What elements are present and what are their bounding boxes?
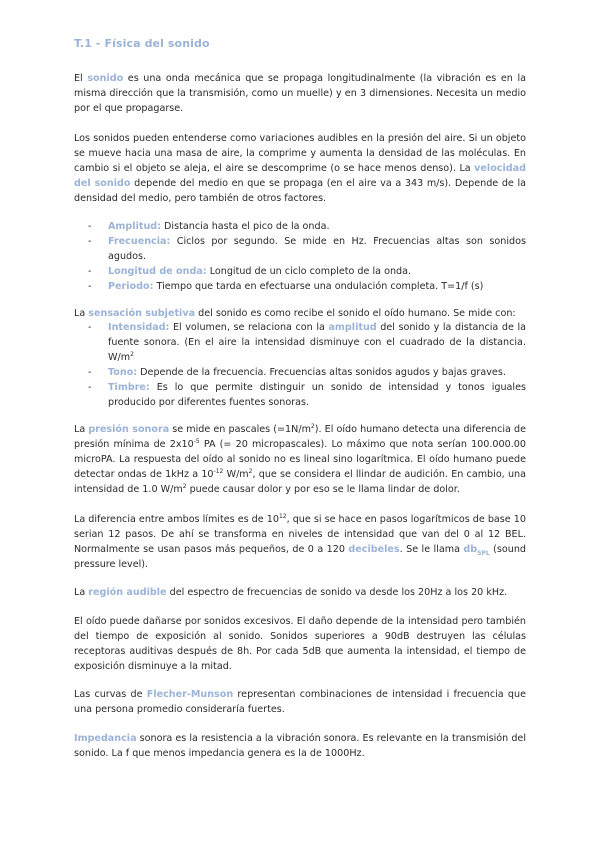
highlight-sensacion: sensación subjetiva: [88, 308, 196, 319]
paragraph-air-pressure: Los sonidos pueden entenderse como variaciones audibles en la presión del aire. Si un objeto se mueve hacia una masa de aire, la comprime y aumenta la densidad de las moléculas. En cambio si el objeto se aleja, el aire se descomprime (o se hace menos denso). La velocidad del sonido depende del medio en que se propaga (en el aire va a 343 m/s). Depende de la densidad del medio, pero también de otros factores.: [74, 133, 527, 204]
paragraph-sound-definition: El sonido es una onda mecánica que se propaga longitudinalmente (la vibración es en la misma dirección que la transmisión, como un muelle) y en 3 dimensiones. Necesita un medio por el que propagarse.: [74, 73, 526, 114]
highlight-sonido: sonido: [87, 73, 124, 84]
list-item: - Tono: Depende de la frecuencia. Frecuencias altas sonidos agudos y bajas graves.: [74, 365, 526, 380]
paragraph-sound-pressure: La presión sonora se mide en pascales $(=1N/m^2)$. El oído humano detecta una diferencia de presión mínima de $2x10^{-5}$ PA (= 20 micropascales). Lo máximo que nota serían 100.000.00 microPA. La respuesta del oído al sonido no es lineal sino logarítmica. El oído humano puede detectar ondas de 1kHz a $10^{-12}$ $W/m^2$, que se considera el llindar de audición. En cambio, una intensidad de 1.0 $W/m^2$ puede causar dolor y por eso se le llama lindar de dolor.: [74, 422, 526, 495]
paragraph-audible-region: La región audible del espectro de frecuencias de sonido va desde los 20Hz a los 20 kHz.: [74, 587, 508, 598]
highlight-velocidad: velocidad del sonido: [74, 163, 526, 189]
paragraph-subjective-sensation: La sensación subjetiva del sonido es como recibe el sonido el oído humano. Se mide con:: [74, 308, 516, 319]
list-item: - Periodo: Tiempo que tarda en efectuarse una ondulación completa. T=1/f (s): [74, 279, 526, 294]
highlight-impedancia: Impedancia: [74, 733, 137, 744]
list-item: - Frecuencia: Ciclos por segundo. Se mide en Hz. Frecuencias altas son sonidos agudos.: [74, 234, 526, 264]
highlight-decibeles: decibeles: [348, 544, 400, 555]
section-title: T.1 - Física del sonido: [74, 37, 210, 50]
highlight-region: región audible: [88, 587, 167, 598]
highlight-presion: presión sonora: [88, 424, 170, 435]
paragraph-fletcher-munson: Las curvas de Flecher-Munson representan combinaciones de intensidad i frecuencia que una persona promedio consideraría fuertes.: [74, 689, 526, 715]
list-item: - Amplitud: Distancia hasta el pico de la onda.: [74, 219, 526, 234]
factors-list: [74, 219, 526, 294]
paragraph-decibels: La diferencia entre ambos límites es de $10^{12}$, que si se hace en pasos logarítmicos de base 10 serian 12 pasos. De ahí se transforma en niveles de intensidad que van del 0 al 12 BEL. Normalmente se usan pasos más pequeños, de 0 a 120 decibeles. Se le llama $db_{SPL}$ (sound pressure level).: [74, 512, 526, 570]
paragraph-impedance: Impedancia sonora es la resistencia a la vibración sonora. Es relevante en la transmisión del sonido. La f que menos impedancia genera es la de 1000Hz.: [74, 733, 526, 759]
list-item: - Longitud de onda: Longitud de un ciclo completo de la onda.: [74, 264, 526, 279]
list-item: - Timbre: Es lo que permite distinguir un sonido de intensidad y tonos iguales producido por diferentes fuentes sonoras.: [74, 380, 526, 410]
paragraph-hearing-damage: El oído puede dañarse por sonidos excesivos. El daño depende de la intensidad pero también del tiempo de exposición al sonido. Sonidos superiores a 90dB destruyen las células receptoras auditivas después de 8h. Por cada 5dB que aumenta la intensidad, el tiempo de exposición disminuye a la mitad.: [74, 616, 526, 672]
sensation-list: [74, 320, 526, 410]
highlight-flecher: Flecher-Munson: [146, 689, 234, 700]
list-item: - Intensidad: El volumen, se relaciona con la amplitud del sonido y la distancia de la fuente sonora. (En el aire la intensidad disminuye con el cuadrado de la distancia. $W/m^2$: [74, 320, 526, 365]
